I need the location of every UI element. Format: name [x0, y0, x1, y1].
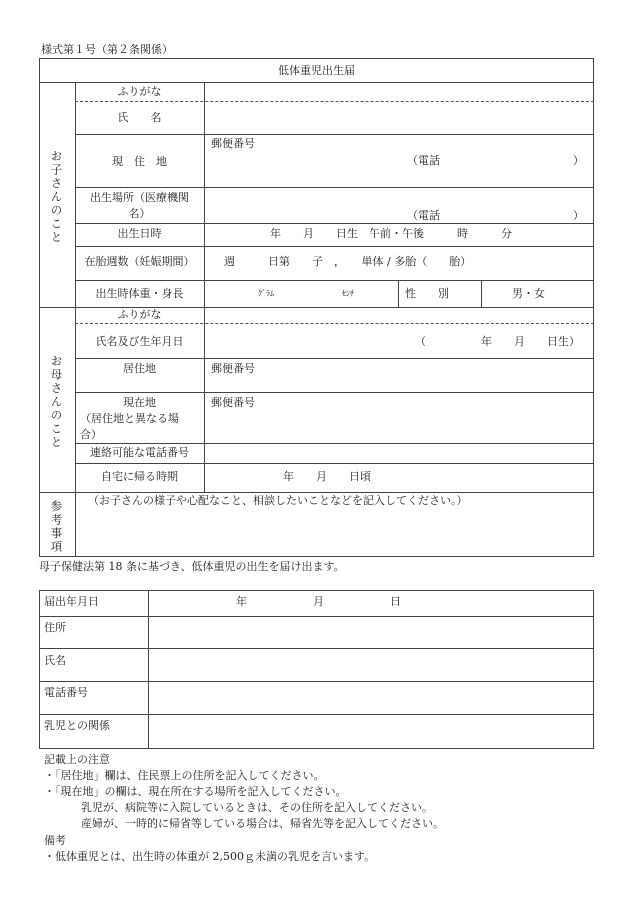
- child-tel-label: （電話: [407, 154, 440, 167]
- relation-label: 乳児との関係: [44, 719, 110, 732]
- instruction-line-3: 乳児が、病院等に入院しているときは、その住所を記入してください。: [81, 801, 433, 814]
- residence-label: 居住地: [123, 362, 156, 375]
- weight-unit: ｸﾞﾗﾑ: [258, 289, 274, 298]
- birth-datetime-value: 年 月 日生 午前・午後 時 分: [270, 227, 512, 240]
- residence-postal-label: 郵便番号: [211, 362, 255, 375]
- mother-birth-value: （ 年 月 日生）: [415, 335, 580, 348]
- gestation-value: 週 日第 子 ， 単体 / 多胎（ 胎）: [224, 255, 472, 268]
- instructions-heading: 記載上の注意: [44, 753, 110, 766]
- child-section-label: お子さんのこと: [49, 150, 64, 245]
- birthplace-tel-label: （電話: [407, 209, 440, 222]
- submission-date-value: 年 月 日: [236, 595, 401, 608]
- gestation-label: 在胎週数（妊娠期間）: [84, 255, 195, 268]
- birthplace-tel-close: ）: [573, 209, 584, 222]
- mother-furigana-label: ふりがな: [117, 308, 162, 321]
- child-name-label: 氏 名: [117, 111, 162, 124]
- notes-section-label: 参考事項: [49, 500, 64, 554]
- sex-label: 性 別: [405, 287, 449, 300]
- child-tel-close: ）: [573, 154, 584, 167]
- weight-height-label: 出生時体重・身長: [95, 287, 184, 300]
- birthplace-label-2: 名）: [128, 207, 151, 220]
- birth-datetime-label: 出生日時: [117, 227, 162, 240]
- submitter-address-label: 住所: [44, 621, 66, 634]
- remarks-heading: 備考: [44, 834, 66, 847]
- child-postal-label: 郵便番号: [211, 137, 255, 150]
- phone-label: 連絡可能な電話番号: [90, 446, 189, 459]
- child-furigana-label: ふりがな: [117, 85, 162, 98]
- instruction-line-4: 産婦が、一時的に帰省等している場合は、帰省先等を記入してください。: [81, 817, 444, 830]
- submitter-table: [39, 590, 594, 749]
- declaration-text: 母子保健法第 18 条に基づき、低体重児の出生を届け出ます。: [39, 560, 345, 573]
- return-home-label: 自宅に帰る時期: [101, 470, 178, 483]
- notes-instruction: （お子さんの様子や心配なこと、相談したいことなどを記入してください。）: [88, 494, 468, 507]
- sex-value: 男・女: [512, 287, 545, 300]
- submitter-name-label: 氏名: [44, 654, 66, 667]
- remarks-line: ・低体重児とは、出生時の体重が 2,500ｇ未満の乳児を言います。: [44, 850, 376, 863]
- form-title: 低体重児出生届: [278, 64, 355, 77]
- current-location-label-3: 合）: [80, 428, 102, 441]
- current-location-label-2: （居住地と異なる場: [80, 412, 179, 425]
- child-address-label: 現 住 地: [112, 155, 167, 168]
- instruction-line-2: ・「現在地」の欄は、現在所在する場所を記入してください。: [44, 785, 347, 798]
- submitter-phone-label: 電話番号: [44, 686, 88, 699]
- current-postal-label: 郵便番号: [211, 396, 255, 409]
- birthplace-label-1: 出生場所（医療機関: [90, 191, 189, 204]
- height-unit: ｾﾝﾁ: [342, 289, 354, 298]
- submission-date-label: 届出年月日: [44, 595, 99, 608]
- return-home-value: 年 月 日頃: [283, 470, 371, 483]
- instruction-line-1: ・「居住地」欄は、住民票上の住所を記入してください。: [44, 769, 325, 782]
- form-number: 様式第１号（第２条関係）: [41, 43, 173, 56]
- current-location-label-1: 現在地: [123, 396, 156, 409]
- mother-section-label: お母さんのこと: [49, 355, 64, 450]
- mother-name-birth-label: 氏名及び生年月日: [95, 335, 184, 348]
